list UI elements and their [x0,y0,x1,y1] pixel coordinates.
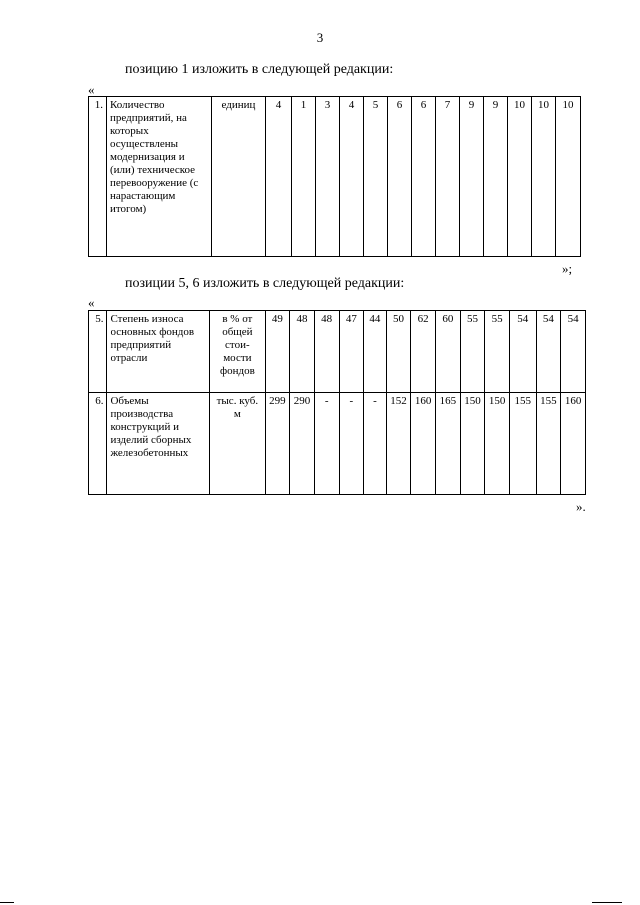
year-value: 48 [290,311,315,393]
table-body-1 [89,97,581,257]
year-value: 155 [509,393,536,495]
edge-mark-left [0,902,14,903]
section1-intro: позицию 1 изложить в следующей редакции: [125,62,394,77]
year-value: 44 [364,311,387,393]
year-value: 55 [460,311,485,393]
year-value: 10 [532,97,556,257]
year-value: 6 [388,97,412,257]
year-value: 160 [561,393,586,495]
indicator-name: Объемы производства конструкций и изделий сборных железобетонных [107,393,210,495]
year-value: 7 [436,97,460,257]
table-row [89,97,581,257]
unit-of-measure: единиц [212,97,266,257]
edge-mark-right [592,902,622,903]
section1-open-quote: « [88,82,95,97]
year-value: - [339,393,364,495]
year-value: 9 [484,97,508,257]
table-row [89,393,586,495]
section1-close-quote: »; [562,261,573,276]
year-value: 54 [536,311,561,393]
year-value: 299 [265,393,290,495]
unit-of-measure: в % от общей стои-мости фондов [210,311,265,393]
table-positions-5-6 [88,310,586,495]
year-value: 48 [314,311,339,393]
year-value: 150 [485,393,510,495]
year-value: 54 [561,311,586,393]
year-value: 6 [412,97,436,257]
indicator-name: Количество предприятий, на которых осуществлены модернизация и (или) техническое перевооружение (с нарастающим итогом) [107,97,212,257]
year-value: 290 [290,393,315,495]
year-value: 50 [386,311,411,393]
year-value: 155 [536,393,561,495]
year-value: - [314,393,339,495]
year-value: 152 [386,393,411,495]
year-value: 10 [556,97,581,257]
year-value: 3 [316,97,340,257]
table-position-1 [88,96,581,257]
year-value: 150 [460,393,485,495]
page-number: 3 [316,30,324,45]
year-value: 62 [411,311,436,393]
table-row [89,311,586,393]
year-value: 10 [508,97,532,257]
year-value: 55 [485,311,510,393]
year-value: 9 [460,97,484,257]
table-body-2 [89,311,586,495]
year-value: 1 [292,97,316,257]
year-value: 4 [340,97,364,257]
section2-close-quote: ». [576,499,586,514]
year-value: 60 [436,311,461,393]
row-number: 5. [89,311,107,393]
row-number: 1. [89,97,107,257]
section2-open-quote: « [88,295,95,310]
section2-intro: позиции 5, 6 изложить в следующей редакции: [125,276,405,291]
year-value: 47 [339,311,364,393]
year-value: 4 [266,97,292,257]
indicator-name: Степень износа основных фондов предприятий отрасли [107,311,210,393]
unit-of-measure: тыс. куб. м [210,393,265,495]
year-value: 54 [509,311,536,393]
year-value: - [364,393,387,495]
year-value: 160 [411,393,436,495]
year-value: 165 [436,393,461,495]
year-value: 49 [265,311,290,393]
year-value: 5 [364,97,388,257]
row-number: 6. [89,393,107,495]
